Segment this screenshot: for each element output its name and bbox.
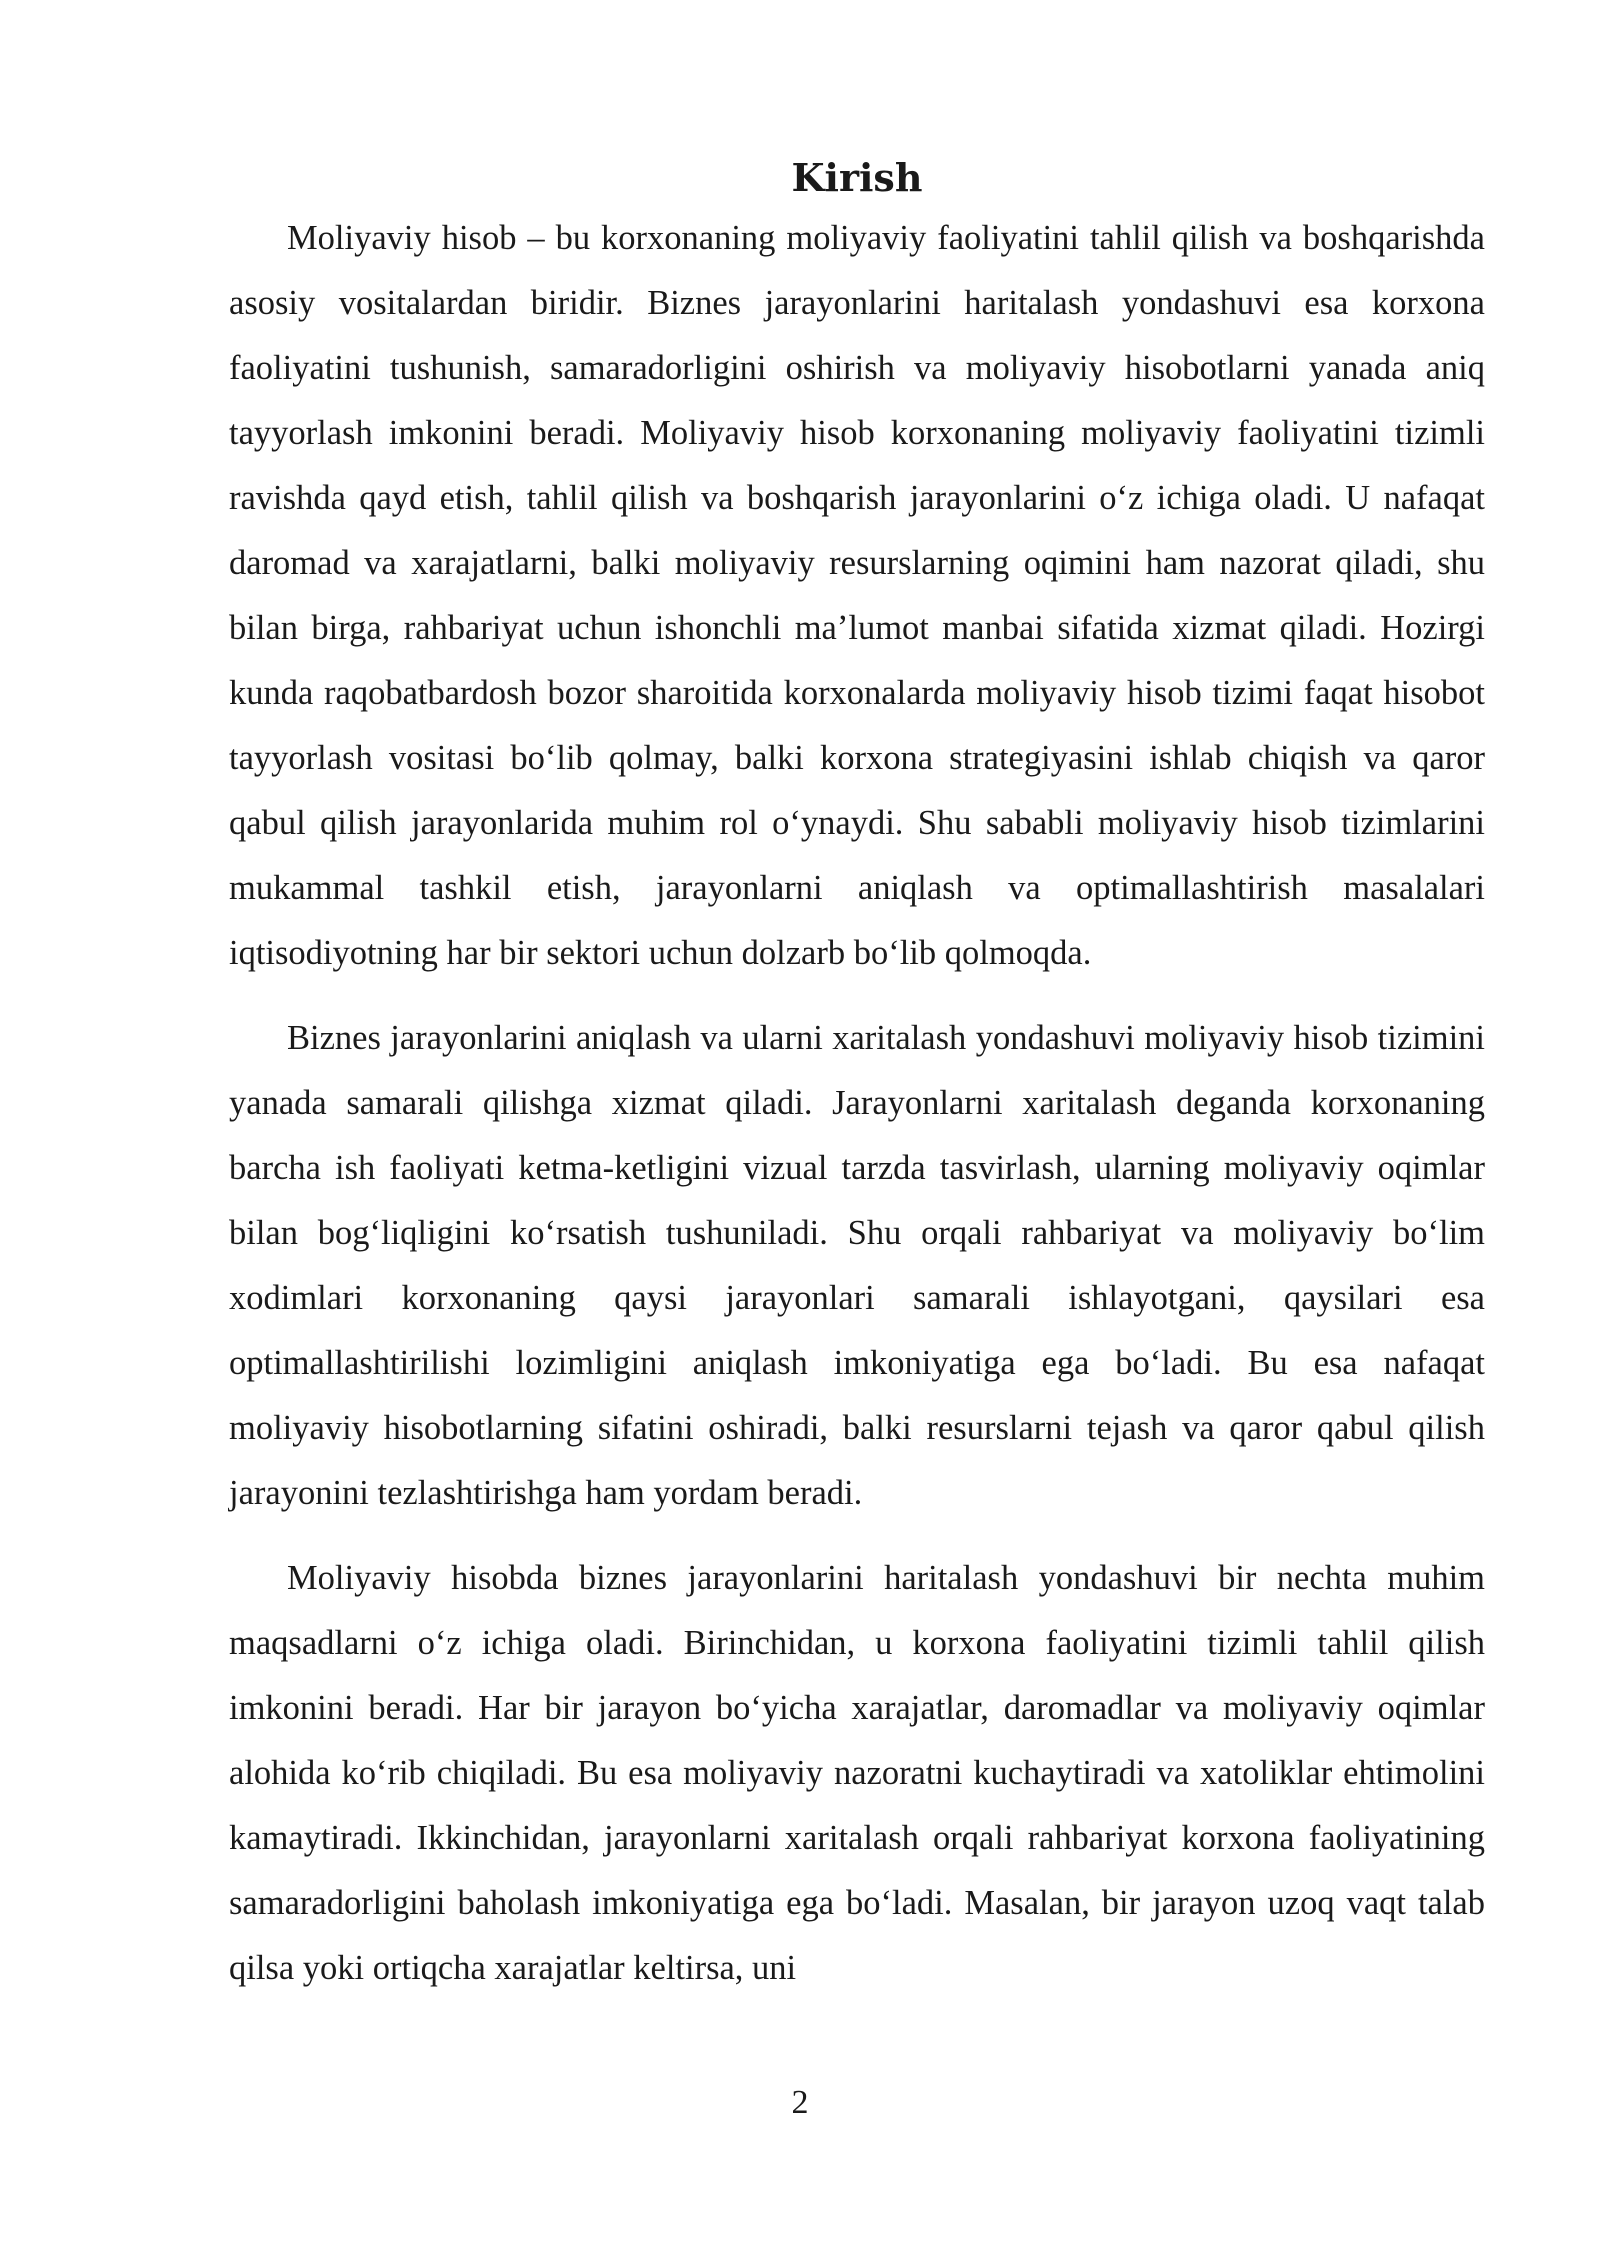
paragraph-1: Moliyaviy hisob – bu korxonaning moliyaviy faoliyatini tahlil qilish va boshqarishda asosiy vositalardan biridir. Biznes jarayonlarini haritalash yondashuvi esa korxona faoliyatini tushunish, samaradorligini oshirish va moliyaviy hisobotlarni yanada aniq tayyorlash imkonini beradi. Moliyaviy hisob korxonaning moliyaviy faoliyatini tizimli ravishda qayd etish, tahlil qilish va boshqarish jarayonlarini oʻz ichiga oladi. U nafaqat daromad va xarajatlarni, balki moliyaviy resurslarning oqimini ham nazorat qiladi, shu bilan birga, rahbariyat uchun ishonchli maʼlumot manbai sifatida xizmat qiladi. Hozirgi kunda raqobatbardosh bozor sharoitida korxonalarda moliyaviy hisob tizimi faqat hisobot tayyorlash vositasi boʻlib qolmay, balki korxona strategiyasini ishlab chiqish va qaror qabul qilish jarayonlarida muhim rol oʻynaydi. Shu sababli moliyaviy hisob tizimlarini mukammal tashkil etish, jarayonlarni aniqlash va optimallashtirish masalalari iqtisodiyotning har bir sektori uchun dolzarb boʻlib qolmoqda. bbox=[229, 219, 1485, 972]
paragraph-2: Biznes jarayonlarini aniqlash va ularni xaritalash yondashuvi moliyaviy hisob tizimini yanada samarali qilishga xizmat qiladi. Jarayonlarni xaritalash deganda korxonaning barcha ish faoliyati ketma-ketligini vizual tarzda tasvirlash, ularning moliyaviy oqimlar bilan bogʻliqligini koʻrsatish tushuniladi. Shu orqali rahbariyat va moliyaviy boʻlim xodimlari korxonaning qaysi jarayonlari samarali ishlayotgani, qaysilari esa optimallashtirilishi lozimligini aniqlash imkoniyatiga ega boʻladi. Bu esa nafaqat moliyaviy hisobotlarning sifatini oshiradi, balki resurslarni tejash va qaror qabul qilish jarayonini tezlashtirishga ham yordam beradi. bbox=[229, 1019, 1485, 1512]
page-number: 2 bbox=[791, 2084, 809, 2121]
section-title: Kirish bbox=[791, 155, 923, 200]
paragraph-3: Moliyaviy hisobda biznes jarayonlarini haritalash yondashuvi bir nechta muhim maqsadlarni oʻz ichiga oladi. Birinchidan, u korxona faoliyatini tizimli tahlil qilish imkonini beradi. Har bir jarayon boʻyicha xarajatlar, daromadlar va moliyaviy oqimlar alohida koʻrib chiqiladi. Bu esa moliyaviy nazoratni kuchaytiradi va xatoliklar ehtimolini kamaytiradi. Ikkinchidan, jarayonlarni xaritalash orqali rahbariyat korxona faoliyatining samaradorligini baholash imkoniyatiga ega boʻladi. Masalan, bir jarayon uzoq vaqt talab qilsa yoki ortiqcha xarajatlar keltirsa, uni bbox=[229, 1559, 1485, 1987]
page-content bbox=[229, 150, 1485, 2001]
